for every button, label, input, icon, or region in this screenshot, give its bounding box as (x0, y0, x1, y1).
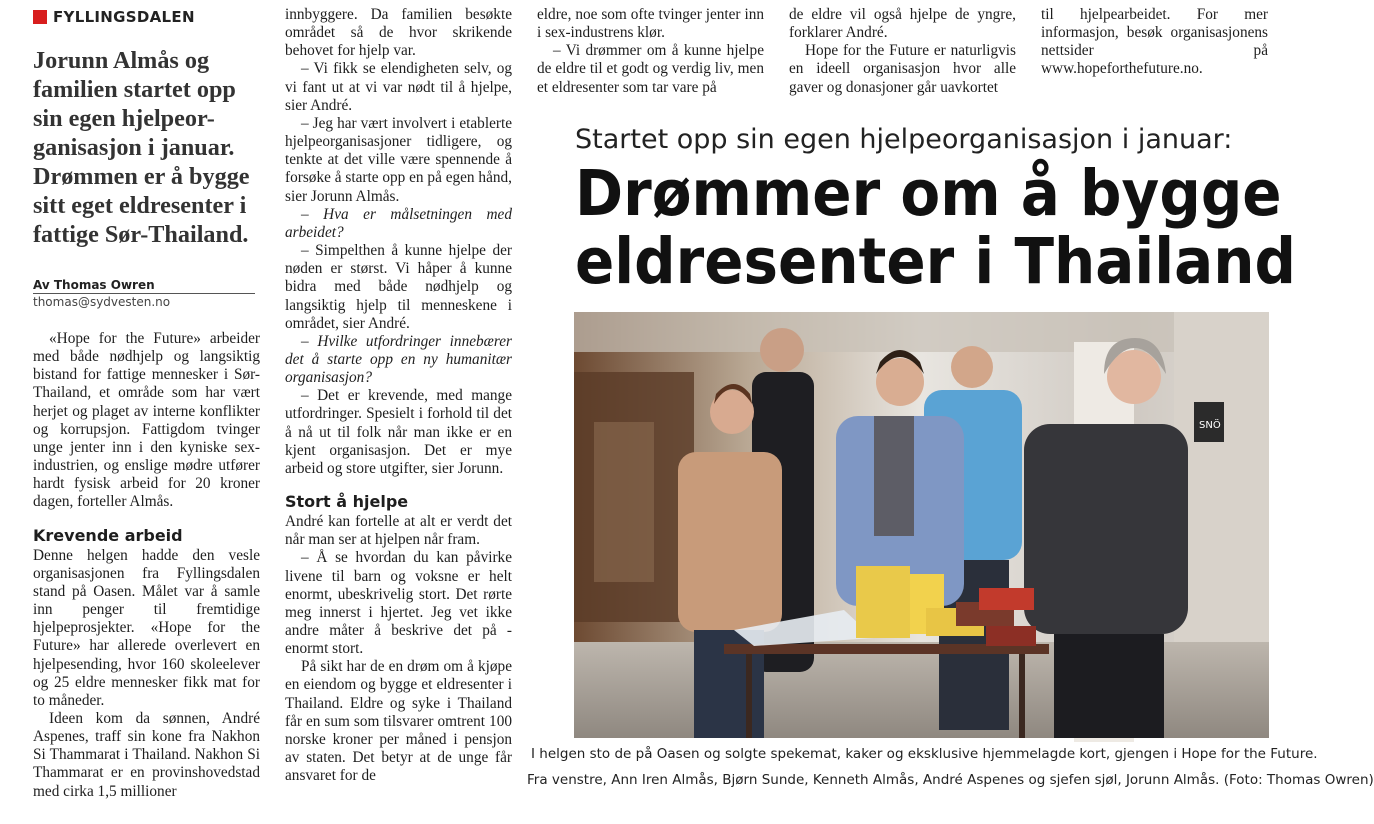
body-paragraph: eldre, noe som ofte tvinger jenter inn i sex-industrens klør. (537, 6, 764, 42)
body-paragraph: – Å se hvordan du kan påvirke livene til barn og voksne er helt enormt, ubeskrivelig stort. Det rørte meg innerst i hjertet. Jeg vet ikke andre måter å beskrive det på - enormt stort. (285, 549, 512, 658)
body-paragraph: – Det er krevende, med mange utfordringer. Spesielt i forhold til det å nå ut til folk når man ikke er en kjent organisasjon. Det er mye arbeid og store utgifter, sier Jorunn. (285, 387, 512, 477)
body-paragraph: Hope for the Future er naturligvis en ideell organisasjon hvor alle gaver og donasjoner går uavkortet (789, 42, 1016, 96)
headline (575, 157, 1296, 298)
subheading: Krevende arbeid (33, 525, 183, 545)
section-header (33, 6, 195, 28)
body-paragraph: «Hope for the Future» arbeider med både nødhjelp og langsiktig bistand for fattige mennesker i Sør-Thailand, et område som har vært herjet og plaget av interne konflikter og korrupsjon. Fattigdom tvinger unge jenter inn i den kyniske sex-industrien, og enslige mødre utfører hardt fysisk arbeid for 20 kroner dagen, forteller Almås. (33, 330, 260, 511)
article-column-5 (1041, 6, 1268, 79)
photo-caption-credits: Fra venstre, Ann Iren Almås, Bjørn Sunde, Kenneth Almås, André Aspenes og sjefen sjøl, Jorunn Almås. (Foto: Thomas Owren) (527, 772, 1374, 788)
headline-line: Drømmer om å bygge (575, 157, 1282, 230)
article-column-4 (789, 6, 1016, 97)
author-email: thomas@sydvesten.no (33, 295, 171, 309)
interview-question: – Hva er målsetningen med arbeidet? (285, 205, 512, 241)
headline-line: eldresenter i Thailand (575, 225, 1296, 298)
headline-kicker: Startet opp sin egen hjelpeorganisasjon i januar: (575, 124, 1233, 155)
body-paragraph: innbyggere. Da familien besøkte området så de hvor skrikende behovet for hjelp var. (285, 6, 512, 60)
body-paragraph: til hjelpearbeidet. For mer informasjon, besøk organisasjonens nettsider på www.hopeforthefuture.no. (1041, 6, 1268, 78)
article-photo (574, 312, 1269, 738)
body-paragraph: Denne helgen hadde den vesle organisasjonen fra Fyllingsdalen stand på Oasen. Målet var å samle inn penger til fremtidige hjelpeprosjekter. «Hope for the Future» har allerede overlevert en hjelpesending, hvor 160 skoleelever og 25 eldre mennesker fikk mat for to måneder. (33, 546, 260, 709)
body-paragraph: André kan fortelle at alt er verdt det når man ser at hjelpen når fram. (285, 513, 512, 549)
body-paragraph: – Vi drømmer om å kunne hjelpe de eldre til et godt og verdig liv, men et eldresenter som tar vare på (537, 42, 764, 96)
body-paragraph: de eldre vil også hjelpe de yngre, forklarer André. (789, 6, 1016, 42)
body-paragraph: – Jeg har vært involvert i etablerte hjelpeorganisasjoner tidligere, og tenkte at det ville være spennende å forsøke å starte opp en på egen hånd, sier Jorunn Almås. (285, 114, 512, 205)
section-label: FYLLINGSDALEN (53, 8, 195, 26)
body-paragraph: Ideen kom da sønnen, André Aspenes, traff sin kone fra Nakhon Si Thammarat i Thailand. Nakhon Si Thammarat er en provinshovedstad med cirka 1,5 millioner (33, 709, 260, 800)
body-paragraph: – Vi fikk se elendigheten selv, og vi fant ut at vi var nødt til å hjelpe, sier André. (285, 60, 512, 114)
store-sign: SNÖ (1199, 420, 1221, 431)
photo-caption: I helgen sto de på Oasen og solgte spekemat, kaker og eksklusive hjemmelagde kort, gjengen i Hope for the Future. (531, 746, 1318, 762)
section-marker-square (33, 10, 47, 24)
body-paragraph: På sikt har de en drøm om å kjøpe en eiendom og bygge et eldresenter i Thailand. Eldre og syke i Thailand får en sum som tilsvarer omtrent 100 norske kroner per måned i pensjon av staten. Det betyr at de unge får ansvaret for de (285, 658, 512, 785)
subheading: Stort å hjelpe (285, 492, 409, 512)
article-column-3 (537, 6, 764, 97)
article-column-1 (33, 330, 260, 801)
interview-question: – Hvilke utfordringer innebærer det å starte opp en ny humanitær organisasjon? (285, 332, 512, 387)
lead-paragraph: Jorunn Almås og familien startet opp sin egen hjelpeor- ganisasjon i januar. Drømmen er å bygge sitt eget eldresenter i fattige Sør-Thailand. (33, 47, 250, 248)
byline: Av Thomas Owren (33, 278, 255, 294)
body-paragraph: – Simpelthen å kunne hjelpe der nøden er størst. Vi håper å kunne bidra med både nødhjelp og langsiktig hjelp til menneskene i området, sier André. (285, 242, 512, 332)
article-column-2 (285, 6, 512, 785)
photo-illustration (574, 312, 1269, 738)
